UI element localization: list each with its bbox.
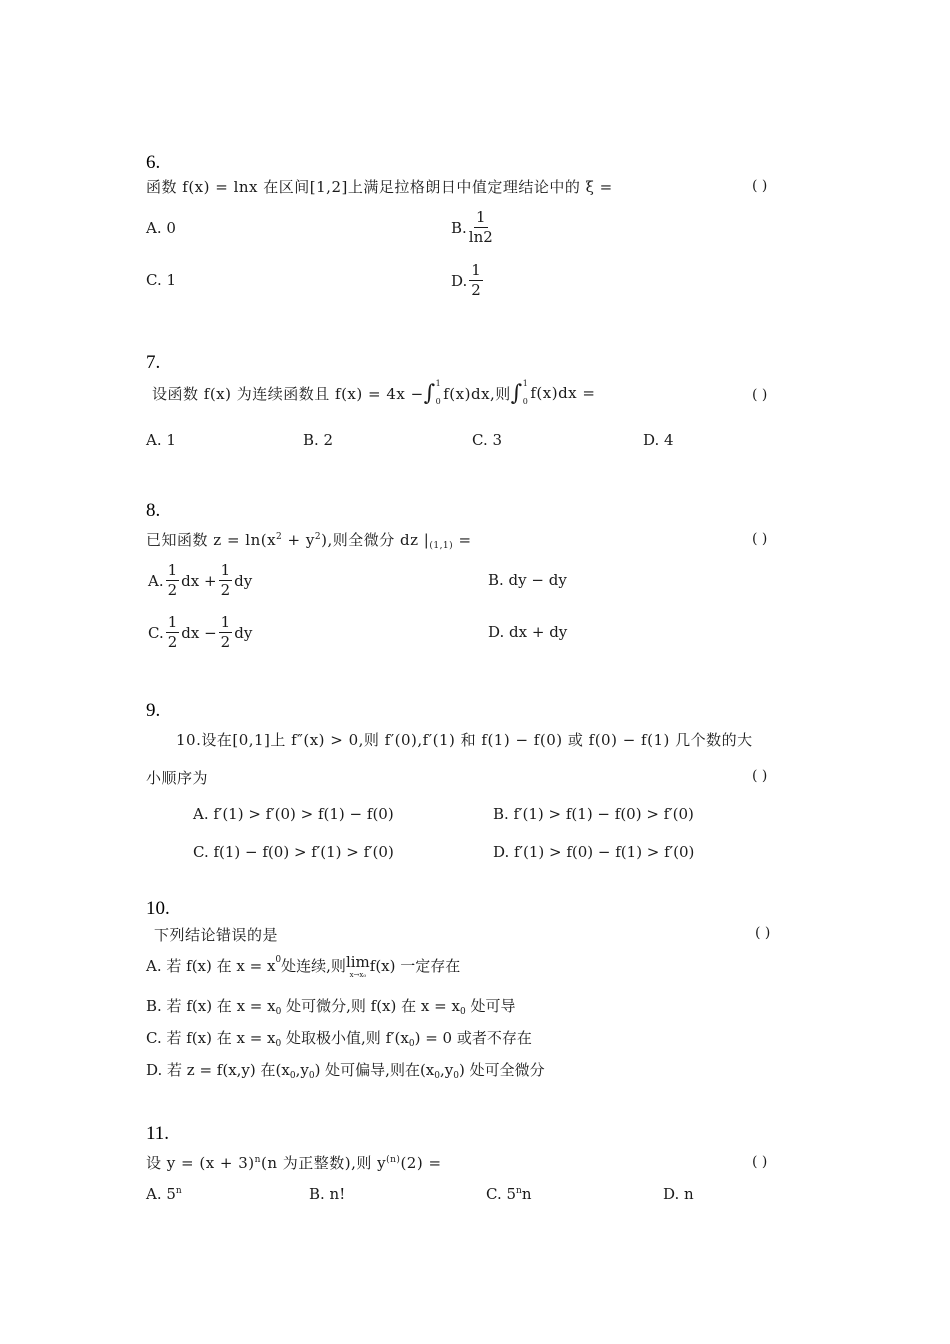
question-9-option-a: A. f′(1) > f′(0) > f(1) − f(0) [193, 805, 394, 823]
question-7-option-d: D. 4 [643, 431, 674, 449]
upper-limit: 1 [522, 379, 529, 388]
question-8-option-b: B. dy − dy [488, 571, 567, 589]
question-6-answer-paren: ( ) [752, 178, 768, 194]
question-8-number: 8. [146, 500, 161, 521]
option-text: B. 若 f(x) 在 x = x [146, 997, 276, 1015]
question-6-option-b [451, 210, 495, 245]
superscript: (n) [386, 1155, 401, 1165]
question-9-option-d: D. f′(1) > f(0) − f(1) > f′(0) [493, 843, 695, 861]
option-text: 处可导 [465, 997, 516, 1015]
stem-text: + y [282, 531, 315, 549]
stem-text: 设 y = (x + 3) [146, 1154, 255, 1172]
numerator: 1 [167, 561, 178, 579]
question-8-option-d: D. dx + dy [488, 623, 568, 641]
question-10-option-b [146, 995, 515, 1017]
question-6-number: 6. [146, 152, 161, 173]
question-9-number: 9. [146, 700, 161, 721]
question-7-option-a: A. 1 [146, 431, 176, 449]
stem-text: (2) = [400, 1154, 442, 1172]
limit-operator [346, 955, 370, 979]
subscript: 0 [453, 1071, 459, 1081]
option-text: 处取极小值,则 f′(x [281, 1029, 409, 1047]
fraction [166, 563, 180, 598]
fraction [219, 563, 233, 598]
subscript: 0 [308, 1071, 315, 1081]
option-text: dx + [181, 571, 217, 590]
option-text: 处连续,则 [281, 957, 346, 975]
subscript: 0 [434, 1071, 440, 1081]
numerator: 1 [220, 561, 231, 579]
option-text: C. 若 f(x) 在 x = x [146, 1029, 276, 1047]
option-text: dy [234, 571, 253, 590]
stem-text: f(x)dx = [530, 384, 596, 402]
subscript: 0 [275, 1039, 282, 1049]
stem-text: 设函数 f(x) 为连续函数且 f(x) = 4x − [152, 384, 424, 403]
denominator: 2 [167, 633, 178, 651]
superscript: n [175, 1186, 182, 1196]
numerator: 1 [220, 613, 231, 631]
denominator: 2 [220, 581, 231, 599]
denominator: ln2 [468, 228, 493, 246]
question-9-option-c: C. f(1) − f(0) > f′(1) > f′(0) [193, 843, 394, 861]
stem-text: (n 为正整数),则 y [260, 1154, 387, 1172]
question-7-stem [152, 380, 595, 406]
option-text: ,y [440, 1061, 454, 1079]
option-text: dy [234, 623, 253, 642]
question-7-number: 7. [146, 352, 161, 373]
integral-sign: ∫ [423, 380, 436, 406]
lim-subscript: x→x₀ [349, 971, 367, 979]
question-7-option-b: B. 2 [303, 431, 334, 449]
fraction [469, 210, 493, 245]
option-text: dx − [181, 623, 217, 642]
denominator: 2 [471, 281, 481, 299]
question-11-option-a [146, 1185, 182, 1203]
numerator: 1 [167, 613, 178, 631]
question-7-answer-paren: ( ) [752, 387, 768, 403]
option-text: f(x) 一定存在 [369, 957, 461, 975]
option-text: 处可微分,则 f(x) 在 x = x [281, 997, 460, 1015]
superscript: n [516, 1186, 522, 1196]
option-text: ) 处可全微分 [458, 1061, 545, 1079]
subscript: 0 [275, 1007, 282, 1017]
superscript: n [254, 1155, 261, 1165]
denominator: 2 [167, 581, 178, 599]
question-9-stem-line2: 小顺序为 [146, 769, 209, 787]
subscript: 0 [408, 1039, 415, 1049]
question-9-answer-paren: ( ) [752, 768, 768, 784]
option-text: A. 若 f(x) 在 x = x [146, 957, 276, 975]
question-10-answer-paren: ( ) [755, 925, 771, 941]
fraction [166, 615, 180, 650]
question-11-stem [146, 1152, 442, 1173]
question-11-number: 11. [146, 1123, 170, 1144]
subscript: (1,1) [429, 541, 454, 551]
question-9-option-b: B. f′(1) > f(1) − f(0) > f′(0) [493, 805, 694, 823]
stem-text: = [453, 531, 472, 549]
superscript: 2 [314, 532, 322, 542]
question-11-option-b: B. n! [309, 1185, 346, 1203]
option-label: D. [451, 271, 468, 290]
numerator: 1 [476, 208, 486, 226]
option-text: n [521, 1185, 532, 1203]
option-text: A. 5 [146, 1185, 176, 1203]
upper-limit: 1 [435, 379, 442, 388]
lim-text: lim [345, 953, 370, 971]
question-6-stem: 函数 f(x) = lnx 在区间[1,2]上满足拉格朗日中值定理结论中的 ξ = [146, 178, 613, 196]
option-label: C. [148, 623, 164, 642]
lower-limit: 0 [522, 397, 529, 406]
question-10-option-c [146, 1027, 532, 1049]
fraction [219, 615, 233, 650]
question-8-answer-paren: ( ) [752, 531, 768, 547]
option-text: ) 处可偏导,则在(x [314, 1061, 435, 1079]
question-8-stem [146, 529, 472, 551]
question-10-number: 10. [146, 898, 170, 919]
lower-limit: 0 [435, 397, 442, 406]
option-text: ) = 0 或者不存在 [414, 1029, 532, 1047]
option-label: B. [451, 218, 467, 237]
subscript: 0 [459, 1007, 466, 1017]
integral-limits [523, 380, 529, 406]
question-8-option-c [148, 615, 252, 650]
option-text: D. 若 z = f(x,y) 在(x [146, 1061, 290, 1079]
option-label: A. [148, 571, 164, 590]
integral-sign: ∫ [510, 380, 523, 406]
numerator: 1 [471, 261, 481, 279]
question-6-option-d [451, 263, 485, 298]
subscript: 0 [289, 1071, 296, 1081]
denominator: 2 [220, 633, 231, 651]
question-6-option-a: A. 0 [146, 219, 176, 237]
question-7-option-c: C. 3 [472, 431, 503, 449]
question-8-option-a [148, 563, 252, 598]
superscript: 2 [276, 532, 283, 542]
subscript: 0 [275, 955, 282, 965]
fraction [469, 263, 483, 298]
question-10-option-a [146, 955, 460, 979]
question-11-option-d: D. n [663, 1185, 694, 1203]
option-text: ,y [295, 1061, 309, 1079]
stem-text: ),则全微分 dz | [321, 531, 430, 549]
question-10-stem: 下列结论错误的是 [154, 926, 279, 944]
question-9-stem-line1: 10.设在[0,1]上 f″(x) > 0,则 f′(0),f′(1) 和 f(1) − f(0) 或 f(0) − f(1) 几个数的大 [176, 731, 753, 749]
stem-text: 已知函数 z = ln(x [146, 531, 277, 549]
integral-limits [436, 380, 442, 406]
option-text: C. 5 [486, 1185, 517, 1203]
stem-text: f(x)dx,则 [443, 384, 511, 403]
question-10-option-d [146, 1059, 545, 1081]
question-11-option-c [486, 1185, 532, 1203]
question-11-answer-paren: ( ) [752, 1154, 768, 1170]
question-6-option-c: C. 1 [146, 271, 177, 289]
